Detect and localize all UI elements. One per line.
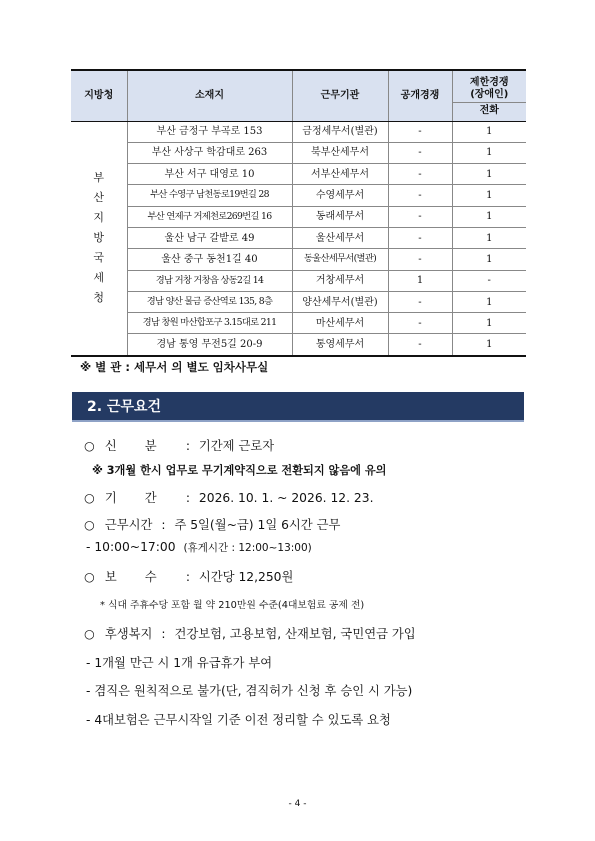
open-cell: - xyxy=(388,185,452,206)
restricted-cell: 1 xyxy=(452,142,526,163)
office-cell: 금정세무서(별관) xyxy=(292,121,388,142)
region-char: 세 xyxy=(93,271,105,285)
colon: : xyxy=(185,439,190,453)
bullet-circle: ○ xyxy=(84,627,95,641)
open-cell: - xyxy=(388,164,452,185)
header-restricted-sub2: 전화 xyxy=(452,102,526,116)
address-cell: 부산 서구 대영로 10 xyxy=(127,164,292,185)
hours-value: 주 5일(월~금) 1일 6시간 근무 xyxy=(174,518,341,532)
table-row xyxy=(71,270,526,291)
open-cell: - xyxy=(388,206,452,227)
office-cell: 동래세무서 xyxy=(292,206,388,227)
table-row xyxy=(71,334,526,356)
open-cell: - xyxy=(388,121,452,142)
office-cell: 양산세무서(별관) xyxy=(292,291,388,312)
status-line xyxy=(84,436,274,454)
welfare-item: - 1개월 만근 시 1개 유급휴가 부여 xyxy=(86,656,273,670)
pay-value: 시간당 12,250원 xyxy=(198,570,294,584)
status-note: ※ 3개월 한시 업무로 무기계약직으로 전환되지 않음에 유의 xyxy=(92,464,387,477)
period-label: 기 간 xyxy=(104,491,157,505)
table-row xyxy=(71,227,526,248)
break-time: (휴게시간 : 12:00~13:00) xyxy=(183,542,312,554)
office-table xyxy=(71,69,526,357)
period-line xyxy=(84,488,374,506)
office-cell: 수영세무서 xyxy=(292,185,388,206)
office-cell: 통영세무서 xyxy=(292,334,388,356)
period-value: 2026. 10. 1. ~ 2026. 12. 23. xyxy=(198,491,374,505)
section-heading: 2. 근무요건 xyxy=(72,392,524,422)
address-cell: 경남 양산 물금 증산역로 135, 8층 xyxy=(127,291,292,312)
open-cell: - xyxy=(388,291,452,312)
restricted-cell: 1 xyxy=(452,121,526,142)
table-row xyxy=(71,249,526,270)
header-open-competition: 공개경쟁 xyxy=(388,70,452,121)
work-time: - 10:00~17:00 xyxy=(86,540,176,554)
address-cell: 부산 연제구 거제천로269번길 16 xyxy=(127,206,292,227)
address-cell: 부산 금정구 부곡로 153 xyxy=(127,121,292,142)
colon: : xyxy=(161,627,166,641)
office-cell: 동울산세무서(별관) xyxy=(292,249,388,270)
address-cell: 부산 사상구 학감대로 263 xyxy=(127,142,292,163)
region-char: 산 xyxy=(93,191,105,205)
region-char: 방 xyxy=(93,231,105,245)
open-cell: - xyxy=(388,142,452,163)
region-char: 부 xyxy=(93,171,105,185)
office-cell: 거창세무서 xyxy=(292,270,388,291)
annex-note: ※ 별 관 : 세무서 의 별도 임차사무실 xyxy=(80,360,269,374)
welfare-line xyxy=(84,624,416,642)
address-cell: 경남 창원 마산합포구 3.15대로 211 xyxy=(127,313,292,334)
office-cell: 울산세무서 xyxy=(292,227,388,248)
region-char: 청 xyxy=(93,291,105,305)
header-address: 소재지 xyxy=(127,70,292,121)
colon: : xyxy=(185,570,190,584)
office-cell: 북부산세무서 xyxy=(292,142,388,163)
restricted-cell: - xyxy=(452,270,526,291)
restricted-cell: 1 xyxy=(452,206,526,227)
open-cell: 1 xyxy=(388,270,452,291)
colon: : xyxy=(185,491,190,505)
bullet-circle: ○ xyxy=(84,518,95,532)
page-number: - 4 - xyxy=(288,799,307,809)
restricted-cell: 1 xyxy=(452,334,526,356)
hours-label: 근무시간 xyxy=(104,518,153,532)
open-cell: - xyxy=(388,334,452,356)
status-value: 기간제 근로자 xyxy=(198,439,275,453)
open-cell: - xyxy=(388,227,452,248)
status-label: 신 분 xyxy=(104,439,157,453)
pay-line xyxy=(84,567,293,585)
bullet-circle: ○ xyxy=(84,570,95,584)
table-row xyxy=(71,121,526,142)
hours-detail xyxy=(86,540,312,555)
restricted-cell: 1 xyxy=(452,249,526,270)
bullet-circle: ○ xyxy=(84,439,95,453)
welfare-item: - 4대보험은 근무시작일 기준 이전 정리할 수 있도록 요청 xyxy=(86,713,391,727)
table-row xyxy=(71,142,526,163)
bullet-circle: ○ xyxy=(84,491,95,505)
office-cell: 서부산세무서 xyxy=(292,164,388,185)
restricted-cell: 1 xyxy=(452,227,526,248)
table-row xyxy=(71,206,526,227)
pay-note: * 식대 주휴수당 포함 월 약 210만원 수준(4대보험료 공제 전) xyxy=(100,600,365,611)
address-cell: 울산 중구 동천1길 40 xyxy=(127,249,292,270)
header-restricted-label: 제한경쟁 xyxy=(469,77,509,89)
header-region: 지방청 xyxy=(71,70,127,121)
table-row xyxy=(71,185,526,206)
header-restricted-competition xyxy=(452,70,526,121)
region-cell xyxy=(71,121,127,356)
welfare-item: - 겸직은 원칙적으로 불가(단, 겸직허가 신청 후 승인 시 가능) xyxy=(86,684,413,698)
office-cell: 마산세무서 xyxy=(292,313,388,334)
hours-line xyxy=(84,515,340,533)
open-cell: - xyxy=(388,249,452,270)
open-cell: - xyxy=(388,313,452,334)
address-cell: 경남 거창 거창읍 상동2길 14 xyxy=(127,270,292,291)
address-cell: 부산 수영구 남천동로19번길 28 xyxy=(127,185,292,206)
table-row xyxy=(71,291,526,312)
address-cell: 울산 남구 갈밭로 49 xyxy=(127,227,292,248)
header-office: 근무기관 xyxy=(292,70,388,121)
pay-label: 보 수 xyxy=(104,570,157,584)
region-char: 국 xyxy=(93,251,105,265)
table-row xyxy=(71,313,526,334)
address-cell: 경남 통영 무전5길 20-9 xyxy=(127,334,292,356)
restricted-cell: 1 xyxy=(452,185,526,206)
region-char: 지 xyxy=(93,211,105,225)
table-row xyxy=(71,164,526,185)
restricted-cell: 1 xyxy=(452,164,526,185)
welfare-value: 건강보험, 고용보험, 산재보험, 국민연금 가입 xyxy=(174,627,416,641)
colon: : xyxy=(161,518,166,532)
welfare-label: 후생복지 xyxy=(104,627,153,641)
restricted-cell: 1 xyxy=(452,313,526,334)
header-restricted-sub: (장애인) xyxy=(470,89,509,101)
restricted-cell: 1 xyxy=(452,291,526,312)
